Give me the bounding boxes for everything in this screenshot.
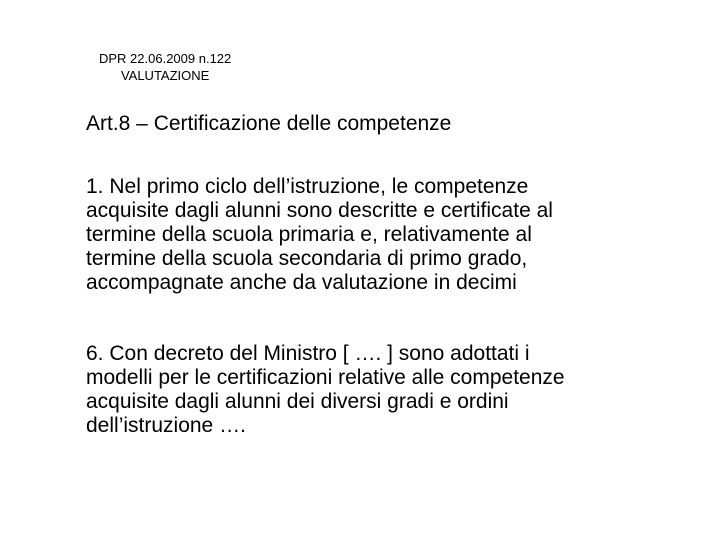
paragraph-line: acquisite dagli alunni dei diversi gradi e ordini <box>86 390 509 413</box>
paragraph-line: dell’istruzione …. <box>86 414 246 437</box>
paragraph-line: modelli per le certificazioni relative alle competenze <box>86 366 565 389</box>
header-subtitle: VALUTAZIONE <box>120 68 210 83</box>
paragraph-line: accompagnate anche da valutazione in decimi <box>86 271 517 294</box>
paragraph-line: acquisite dagli alunni sono descritte e certificate al <box>86 199 553 222</box>
law-reference-header <box>99 50 231 84</box>
paragraph-line: 1. Nel primo ciclo dell’istruzione, le competenze <box>86 175 529 198</box>
paragraph-line: termine della scuola secondaria di primo grado, <box>86 247 528 270</box>
law-reference: DPR 22.06.2009 n.122 <box>99 51 232 66</box>
paragraph-line: termine della scuola primaria e, relativamente al <box>86 223 532 246</box>
paragraph-line: 6. Con decreto del Ministro [ …. ] sono adottati i <box>86 342 530 365</box>
article-title: Art.8 – Certificazione delle competenze <box>86 112 452 135</box>
paragraph-6 <box>86 342 565 438</box>
paragraph-1 <box>86 175 553 295</box>
